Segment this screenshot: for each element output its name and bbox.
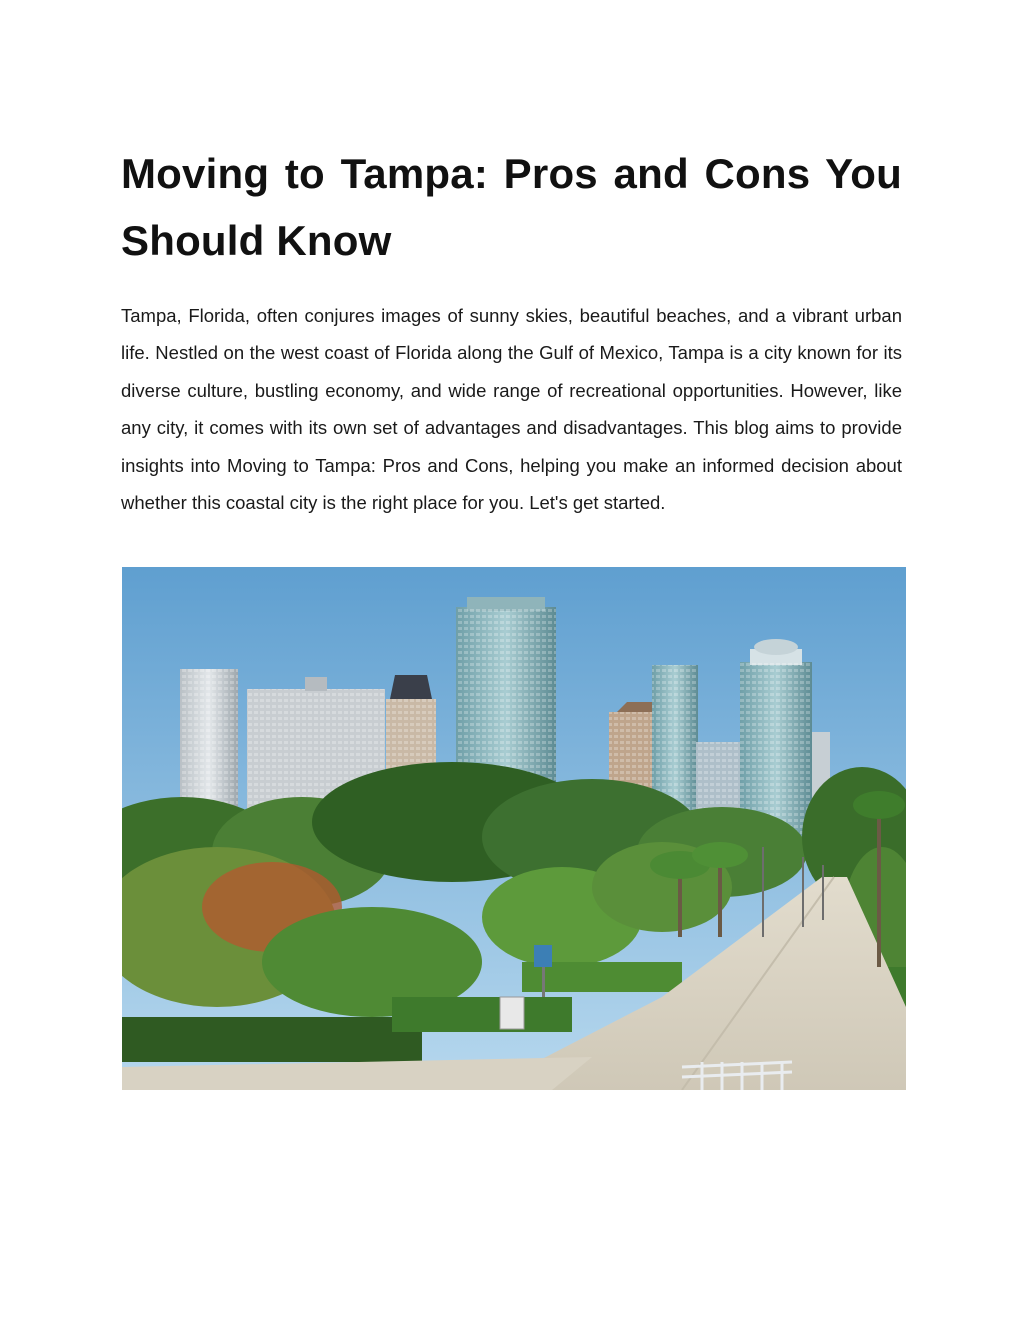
tower-left [180,669,238,814]
intro-paragraph: Tampa, Florida, often conjures images of sunny skies, beautiful beaches, and a vibrant urban life. Nestled on the west coast of Florida along the Gulf of Mexico, Tampa is a city known for its diverse culture, bustling economy, and wide range of recreational opportunities. However, like any city, it comes with its own set of advantages and disadvantages. This blog aims to provide insights into Moving to Tampa: Pros and Cons, helping you make an informed decision about whether this coastal city is the right place for you. Let's get started. [121,305,902,514]
page-title: Moving to Tampa: Pros and Cons You Should Know [121,150,902,264]
skyline-illustration [122,567,906,1090]
city-skyline-park-photo [122,567,906,1090]
